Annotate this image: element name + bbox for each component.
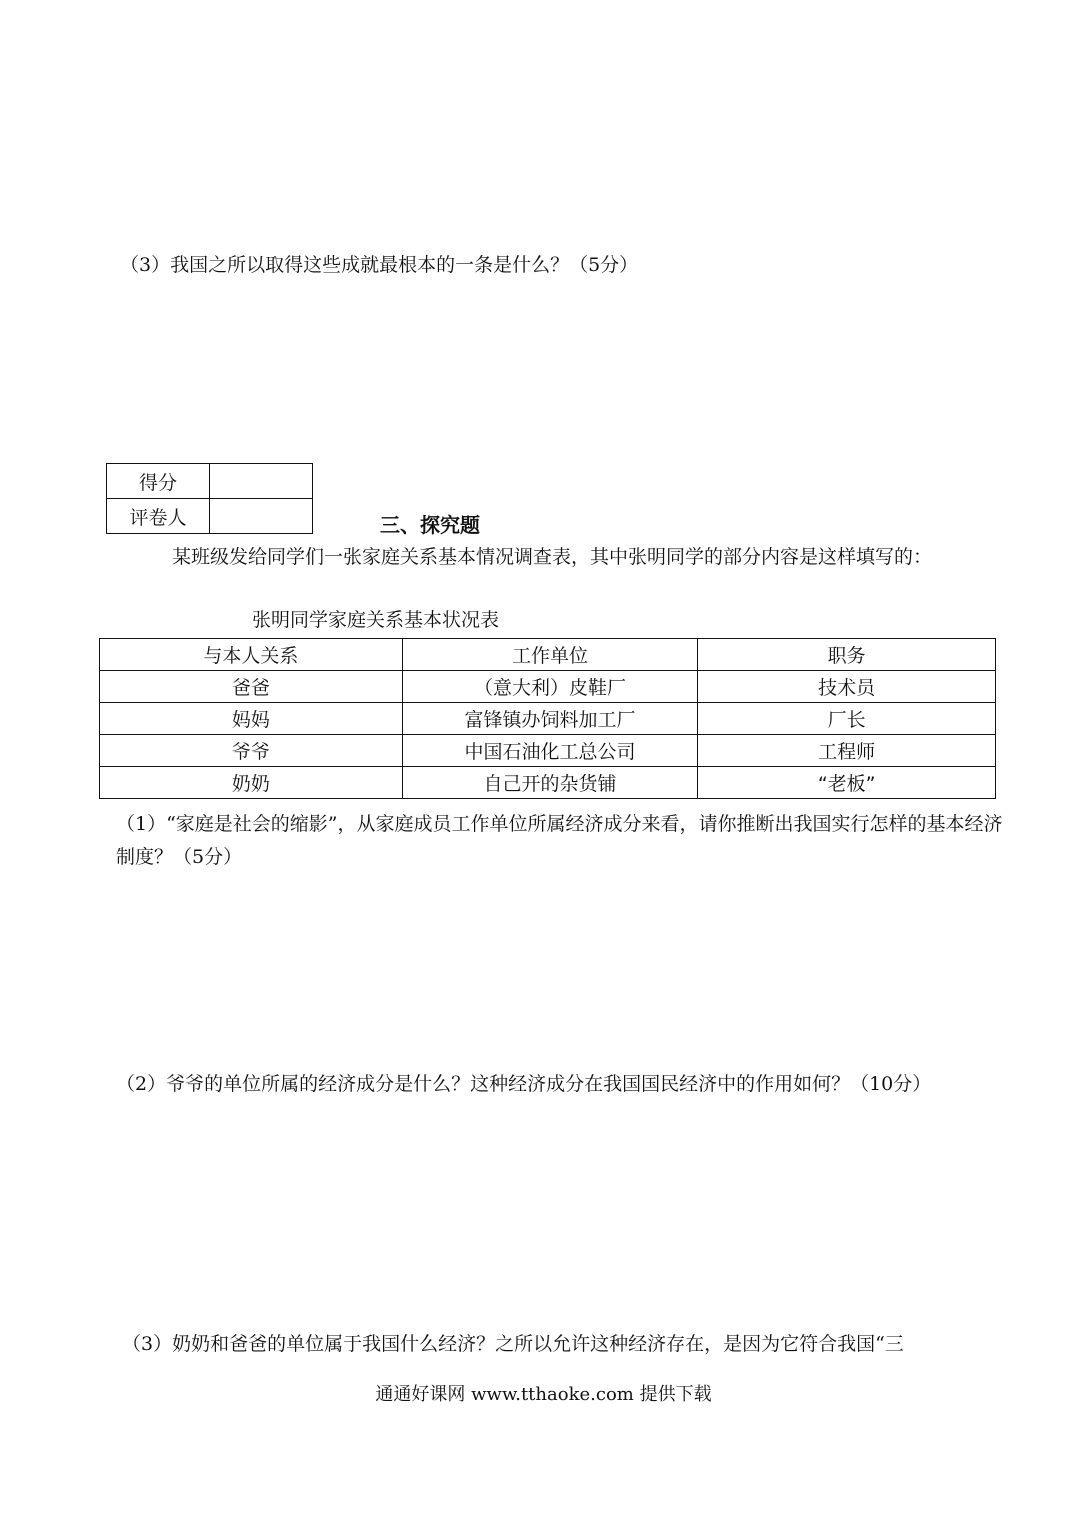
table-header-row [100, 639, 996, 671]
score-field[interactable] [210, 464, 313, 499]
section-intro: 某班级发给同学们一张家庭关系基本情况调查表，其中张明同学的部分内容是这样填写的： [172, 546, 933, 568]
table-cell: 中国石油化工总公司 [402, 735, 698, 767]
table-cell: 妈妈 [100, 703, 403, 735]
table-cell: （意大利）皮鞋厂 [402, 671, 698, 703]
table-cell: 奶奶 [100, 767, 403, 799]
table-cell: 富锋镇办饲料加工厂 [402, 703, 698, 735]
table-cell: 爷爷 [100, 735, 403, 767]
table-cell: 自己开的杂货铺 [402, 767, 698, 799]
table-cell: “老板” [698, 767, 996, 799]
table-row [100, 735, 996, 767]
score-label: 得分 [107, 464, 210, 499]
table-row [100, 767, 996, 799]
header-workplace: 工作单位 [402, 639, 698, 671]
grader-field[interactable] [210, 499, 313, 534]
table-cell: 厂长 [698, 703, 996, 735]
header-relation: 与本人关系 [100, 639, 403, 671]
grader-label: 评卷人 [107, 499, 210, 534]
table-cell: 爸爸 [100, 671, 403, 703]
question-2: （2）爷爷的单位所属的经济成分是什么？这种经济成分在我国国民经济中的作用如何？（10分） [116, 1073, 932, 1095]
score-box [106, 463, 313, 534]
table-row [100, 703, 996, 735]
question-1: （1）“家庭是社会的缩影”，从家庭成员工作单位所属经济成分来看，请你推断出我国实行怎样的基本经济制度？（5分） [116, 813, 1003, 868]
question-3-top: （3）我国之所以取得这些成就最根本的一条是什么？（5分） [120, 254, 639, 276]
question-3-bottom: （3）奶奶和爸爸的单位属于我国什么经济？之所以允许这种经济存在，是因为它符合我国“三 [122, 1333, 904, 1355]
page-footer: 通通好课网 www.tthaoke.com 提供下载 [375, 1384, 712, 1405]
table-row [100, 671, 996, 703]
section-title: 三、探究题 [380, 513, 480, 537]
table-cell: 工程师 [698, 735, 996, 767]
table-cell: 技术员 [698, 671, 996, 703]
family-relations-table [99, 638, 996, 799]
table-caption: 张明同学家庭关系基本状况表 [252, 609, 500, 631]
header-position: 职务 [698, 639, 996, 671]
